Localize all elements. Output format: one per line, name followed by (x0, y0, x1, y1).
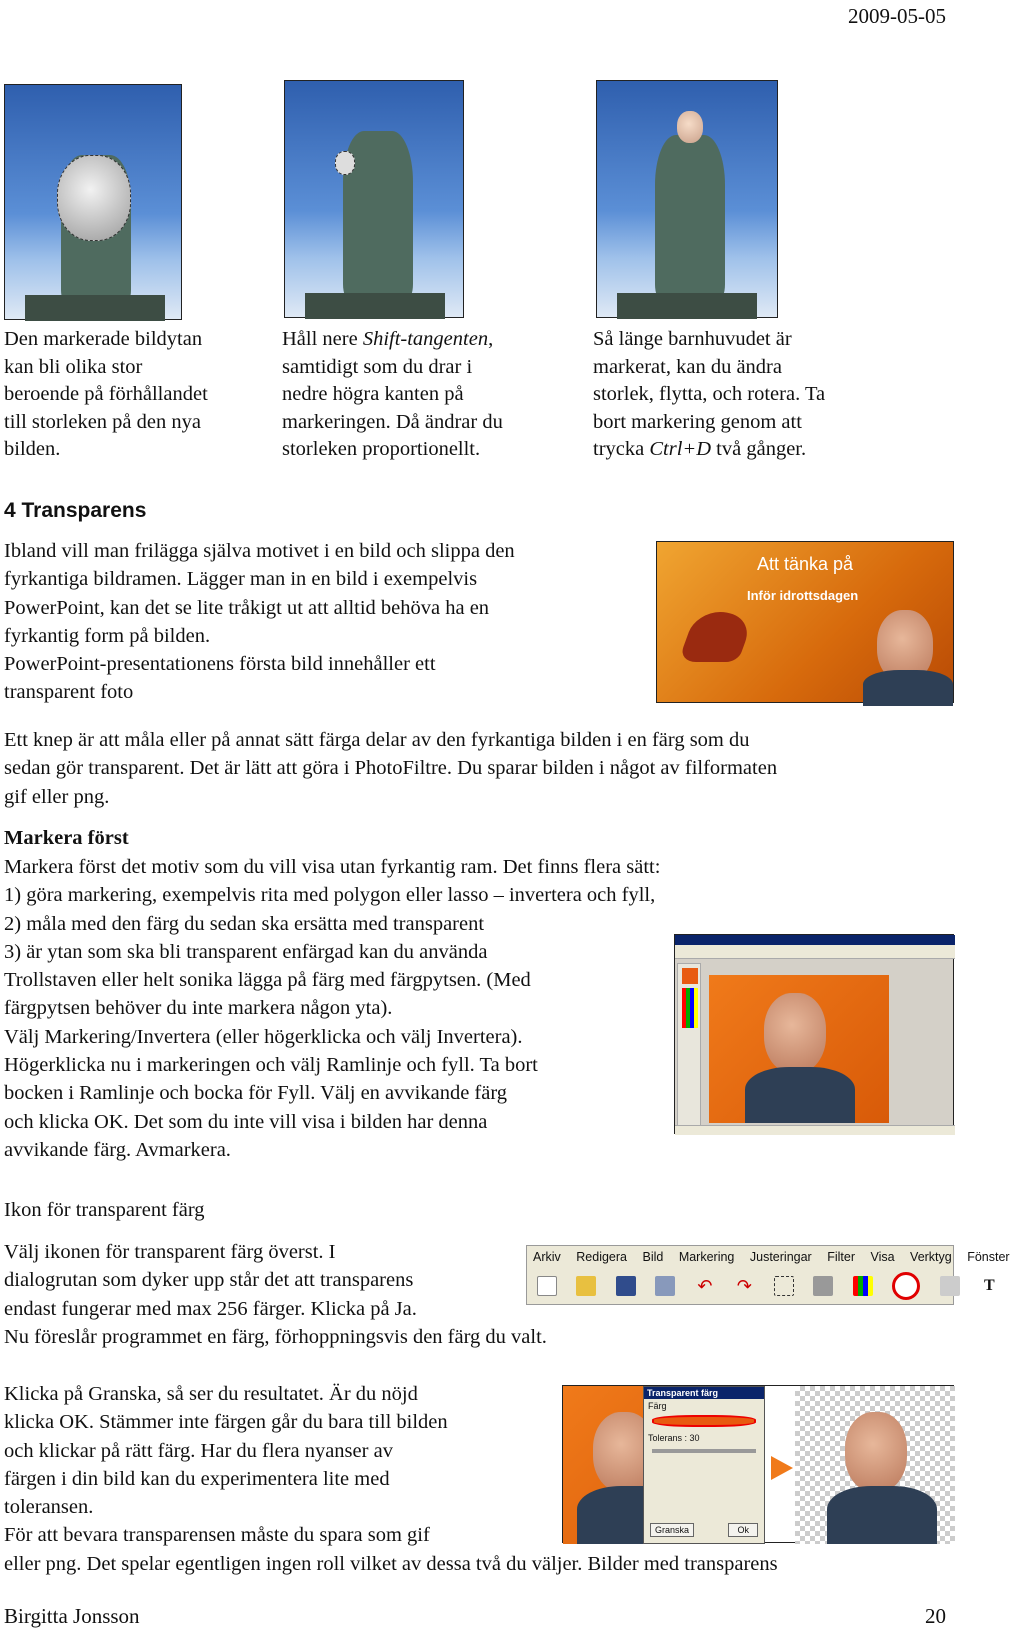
menubar-row (533, 1250, 1010, 1264)
save-icon (616, 1276, 636, 1296)
gray-icon (813, 1276, 833, 1296)
menu-redigera: Redigera (576, 1250, 627, 1264)
caption-three-line (593, 436, 933, 464)
caption-one-line: beroende på förhållandet (4, 383, 208, 405)
intro-line: transparent foto (4, 681, 134, 704)
app-toolbar (675, 945, 955, 959)
markera-line: och klicka OK. Det som du inte vill visa i bilden har denna (4, 1110, 488, 1133)
toolbar-row (533, 1272, 995, 1300)
text-icon: T (983, 1277, 995, 1294)
menubar-screenshot (526, 1245, 1010, 1305)
statue-photo-2 (284, 80, 464, 318)
ikon-line: Nu föreslår programmet en färg, förhoppningsvis den färg du valt. (4, 1325, 547, 1348)
runner-silhouette (678, 612, 756, 662)
menu-bild: Bild (642, 1250, 664, 1264)
intro-line: Ibland vill man frilägga själva motivet i en bild och slippa den (4, 540, 515, 562)
new-file-icon (537, 1276, 557, 1296)
markera-line: 2) måla med den färg du sedan ska ersätta med transparent (4, 912, 485, 935)
footer-author: Birgitta Jonsson (4, 1604, 140, 1628)
menu-verktyg: Verktyg (910, 1250, 952, 1264)
man-shirt (863, 670, 953, 706)
granska-line: färgen i din bild kan du experimentera lite med (4, 1467, 390, 1490)
caption-two-line: nedre högra kanten på (282, 383, 464, 405)
transparency-result-image (562, 1385, 954, 1543)
caption-two-line (282, 326, 572, 354)
markera-line: Trollstaven eller helt sonika lägga på färg med färgpytsen. (Med (4, 969, 531, 992)
dialog-slider (652, 1449, 756, 1453)
markera-line: Högerklicka nu i markeringen och välj Ramlinje och fyll. Ta bort (4, 1054, 538, 1077)
granska-line: eller png. Det spelar egentligen ingen roll vilket av dessa två du väljer. Bilder med transparens (4, 1552, 778, 1575)
dialog-button-granska: Granska (650, 1523, 694, 1537)
intro-line: fyrkantig form på bilden. (4, 624, 211, 647)
statue-photo-1 (4, 84, 182, 320)
header-date: 2009-05-05 (848, 4, 946, 28)
scanner-icon (655, 1276, 675, 1296)
caption-one-line: till storleken på den nya (4, 410, 201, 433)
shift-key-label: Shift-tangenten (362, 328, 489, 350)
granska-line: klicka OK. Stämmer inte färgen går du bara till bilden (4, 1411, 448, 1434)
caption-two-text: , (488, 328, 494, 350)
menu-justeringar: Justeringar (749, 1250, 812, 1264)
granska-line: För att bevara transparensen måste du spara som gif (4, 1524, 430, 1547)
caption-three (593, 326, 933, 464)
caption-three-line: bort markering genom att (593, 410, 802, 433)
transparency-icon (940, 1276, 960, 1296)
caption-two (282, 326, 572, 464)
caption-two-line: samtidigt som du drar i (282, 355, 473, 378)
tool-palette (677, 963, 701, 1129)
canvas-man-face (764, 993, 826, 1073)
section-heading: 4 Transparens (4, 499, 147, 522)
ctrl-d-label: Ctrl+D (649, 438, 712, 460)
markera-heading: Markera först (4, 827, 129, 849)
orange-canvas (709, 975, 889, 1123)
ikon-line: endast fungerar med max 256 färger. Klicka på Ja. (4, 1297, 417, 1320)
menu-markering: Markering (678, 1250, 735, 1264)
knep-line: Ett knep är att måla eller på annat sätt färga delar av den fyrkantiga bilden i en färg som du (4, 729, 750, 751)
granska-line: och klickar på rätt färg. Har du flera nyanser av (4, 1439, 393, 1462)
intro-paragraph (4, 537, 644, 707)
menu-visa: Visa (870, 1250, 895, 1264)
photofiltre-screenshot (674, 934, 954, 1134)
ikon-line: dialogrutan som dyker upp står det att transparens (4, 1269, 414, 1292)
undo-icon: ↶ (697, 1276, 713, 1296)
menu-arkiv: Arkiv (533, 1250, 561, 1264)
footer-page-number: 20 (925, 1604, 946, 1628)
transparent-color-icon (892, 1272, 920, 1300)
open-folder-icon (576, 1276, 596, 1296)
caption-two-line: markeringen. Då ändrar du (282, 410, 503, 433)
app-titlebar (675, 935, 955, 945)
caption-one (4, 326, 274, 464)
baby-head-placed (677, 111, 703, 143)
caption-one-line: kan bli olika stor (4, 355, 143, 378)
after-man-shirt (827, 1486, 937, 1544)
color-grid-icon (853, 1276, 873, 1296)
markera-line: färgpytsen behöver du inte markera någon yta). (4, 997, 393, 1020)
caption-one-line: bilden. (4, 438, 61, 460)
baby-head-large (57, 155, 131, 241)
ikon-line: Välj ikonen för transparent färg överst. I (4, 1241, 336, 1263)
intro-line: fyrkantiga bildramen. Lägger man in en bild i exempelvis (4, 568, 478, 591)
transparent-color-dialog (643, 1386, 765, 1544)
knep-paragraph (4, 726, 954, 811)
selection-icon (774, 1276, 794, 1296)
markera-line: Markera först det motiv som du vill visa utan fyrkantig ram. Det finns flera sätt: (4, 856, 661, 878)
markera-line: Välj Markering/Invertera (eller högerklicka och välj Invertera). (4, 1025, 523, 1048)
ikon-heading: Ikon för transparent färg (4, 1199, 205, 1221)
app-statusbar (675, 1125, 955, 1135)
markera-line: bocken i Ramlinje och bocka för Fyll. Välj en avvikande färg (4, 1082, 508, 1105)
redo-icon: ↷ (736, 1276, 752, 1296)
dialog-color-label: Färg (648, 1401, 667, 1411)
granska-line: toleransen. (4, 1496, 94, 1519)
knep-line: gif eller png. (4, 785, 110, 808)
intro-line: PowerPoint, kan det se lite tråkigt ut att alltid behöva ha en (4, 596, 490, 619)
canvas-man-shirt (745, 1067, 855, 1123)
caption-three-line: Så länge barnhuvudet är (593, 328, 792, 350)
after-image (795, 1386, 955, 1544)
statue-photo-3 (596, 80, 778, 318)
markera-line: avvikande färg. Avmarkera. (4, 1138, 231, 1161)
knep-line: sedan gör transparent. Det är lätt att göra i PhotoFiltre. Du sparar bilden i något av filformaten (4, 757, 778, 780)
slide-subtitle: Inför idrottsdagen (747, 588, 859, 603)
caption-three-text: två gånger. (711, 438, 807, 460)
markera-line: 1) göra markering, exempelvis rita med polygon eller lasso – invertera och fyll, (4, 884, 656, 907)
intro-line: PowerPoint-presentationens första bild innehåller ett (4, 653, 436, 676)
markera-line: 3) är ytan som ska bli transparent enfärgad kan du använda (4, 940, 488, 963)
menu-fonster: Fönster (967, 1250, 1010, 1264)
caption-one-line: Den markerade bildytan (4, 328, 203, 350)
baby-head-small (335, 151, 355, 175)
caption-two-line: storleken proportionellt. (282, 438, 481, 460)
dialog-color-swatch (652, 1415, 756, 1427)
dialog-title: Transparent färg (644, 1387, 764, 1399)
dialog-button-ok: Ok (728, 1523, 758, 1537)
caption-two-text: Håll nere (282, 328, 363, 350)
granska-line: Klicka på Granska, så ser du resultatet. Är du nöjd (4, 1383, 418, 1405)
dialog-tolerance-label: Tolerans : 30 (648, 1433, 700, 1443)
after-man-face (845, 1412, 907, 1492)
slide-title: Att tänka på (757, 554, 854, 574)
menu-filter: Filter (827, 1250, 855, 1264)
arrow-right-icon (771, 1456, 793, 1480)
caption-three-line: storlek, flytta, och rotera. Ta (593, 383, 826, 405)
caption-three-text: trycka (593, 438, 650, 460)
caption-three-line: markerat, kan du ändra (593, 355, 782, 378)
powerpoint-slide-image (656, 541, 954, 703)
